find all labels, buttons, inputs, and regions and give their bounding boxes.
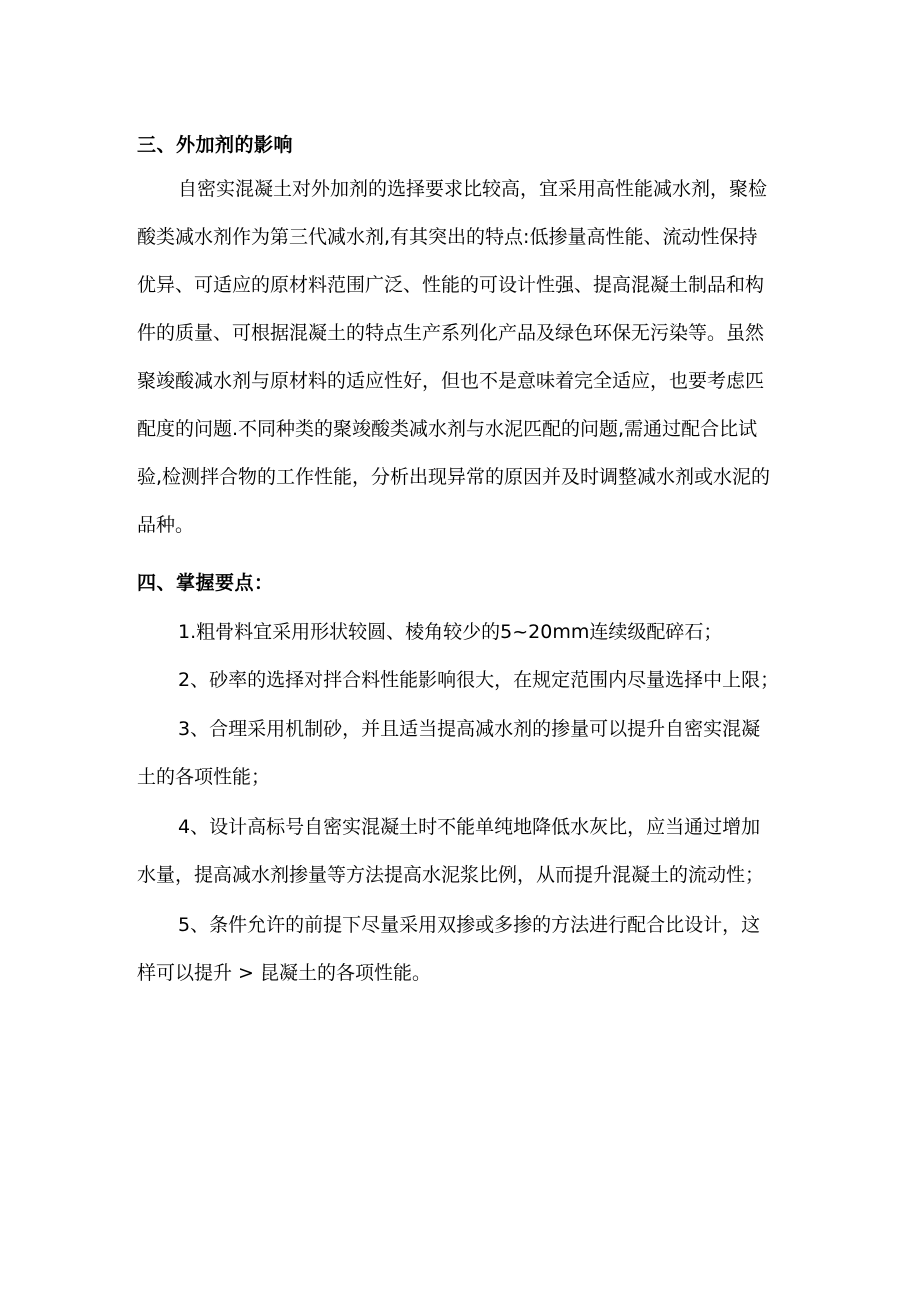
list-item-line: 土的各项性能；	[137, 766, 271, 788]
paragraph-line: 配度的问题.不同种类的聚竣酸类减水剂与水泥匹配的问题,需通过配合比试	[137, 418, 758, 440]
paragraph-admixture	[137, 165, 797, 549]
paragraph-line: 品种。	[137, 514, 195, 536]
paragraph-line: 验,检测拌合物的工作性能，分析出现异常的原因并及时调整减水剂或水泥的	[137, 466, 771, 488]
list-item-line: 1.粗骨料宜采用形状较圆、棱角较少的5~20mm连续级配碎石；	[178, 621, 723, 643]
paragraph-line: 聚竣酸减水剂与原材料的适应性好，但也不是意味着完全适应，也要考虑匹	[137, 370, 765, 392]
paragraph-line: 自密实混凝土对外加剂的选择要求比较高，宜采用高性能减水剂，聚检	[178, 178, 768, 200]
paragraph-line: 酸类减水剂作为第三代减水剂,有其突出的特点:低掺量高性能、流动性保持	[137, 226, 758, 248]
key-point-item-5	[137, 901, 797, 997]
list-item-line: 水量，提高减水剂掺量等方法提高水泥浆比例，从而提升混凝土的流动性；	[137, 864, 765, 886]
list-item-line: 5、条件允许的前提下尽量采用双掺或多掺的方法进行配合比设计，这	[178, 914, 761, 936]
paragraph-line: 优异、可适应的原材料范围广泛、性能的可设计性强、提高混凝土制品和构	[137, 274, 765, 296]
section-heading-admixture: 三、外加剂的影响	[137, 134, 294, 156]
list-item-line: 2、砂率的选择对拌合料性能影响很大，在规定范围内尽量选择中上限；	[178, 669, 780, 691]
paragraph-line: 件的质量、可根据混凝土的特点生产系列化产品及绿色环保无污染等。虽然	[137, 322, 765, 344]
list-item-line: 4、设计高标号自密实混凝土时不能单纯地降低水灰比，应当通过增加	[178, 816, 761, 838]
key-point-item-3	[137, 705, 797, 801]
key-point-item-4	[137, 803, 797, 899]
list-item-line: 3、合理采用机制砂，并且适当提高减水剂的掺量可以提升自密实混凝	[178, 718, 761, 740]
key-point-item-1	[137, 608, 797, 656]
section-heading-key-points: 四、掌握要点：	[137, 572, 274, 594]
list-item-line: 样可以提升 > 昆凝土的各项性能。	[137, 962, 431, 984]
key-point-item-2	[137, 656, 797, 704]
